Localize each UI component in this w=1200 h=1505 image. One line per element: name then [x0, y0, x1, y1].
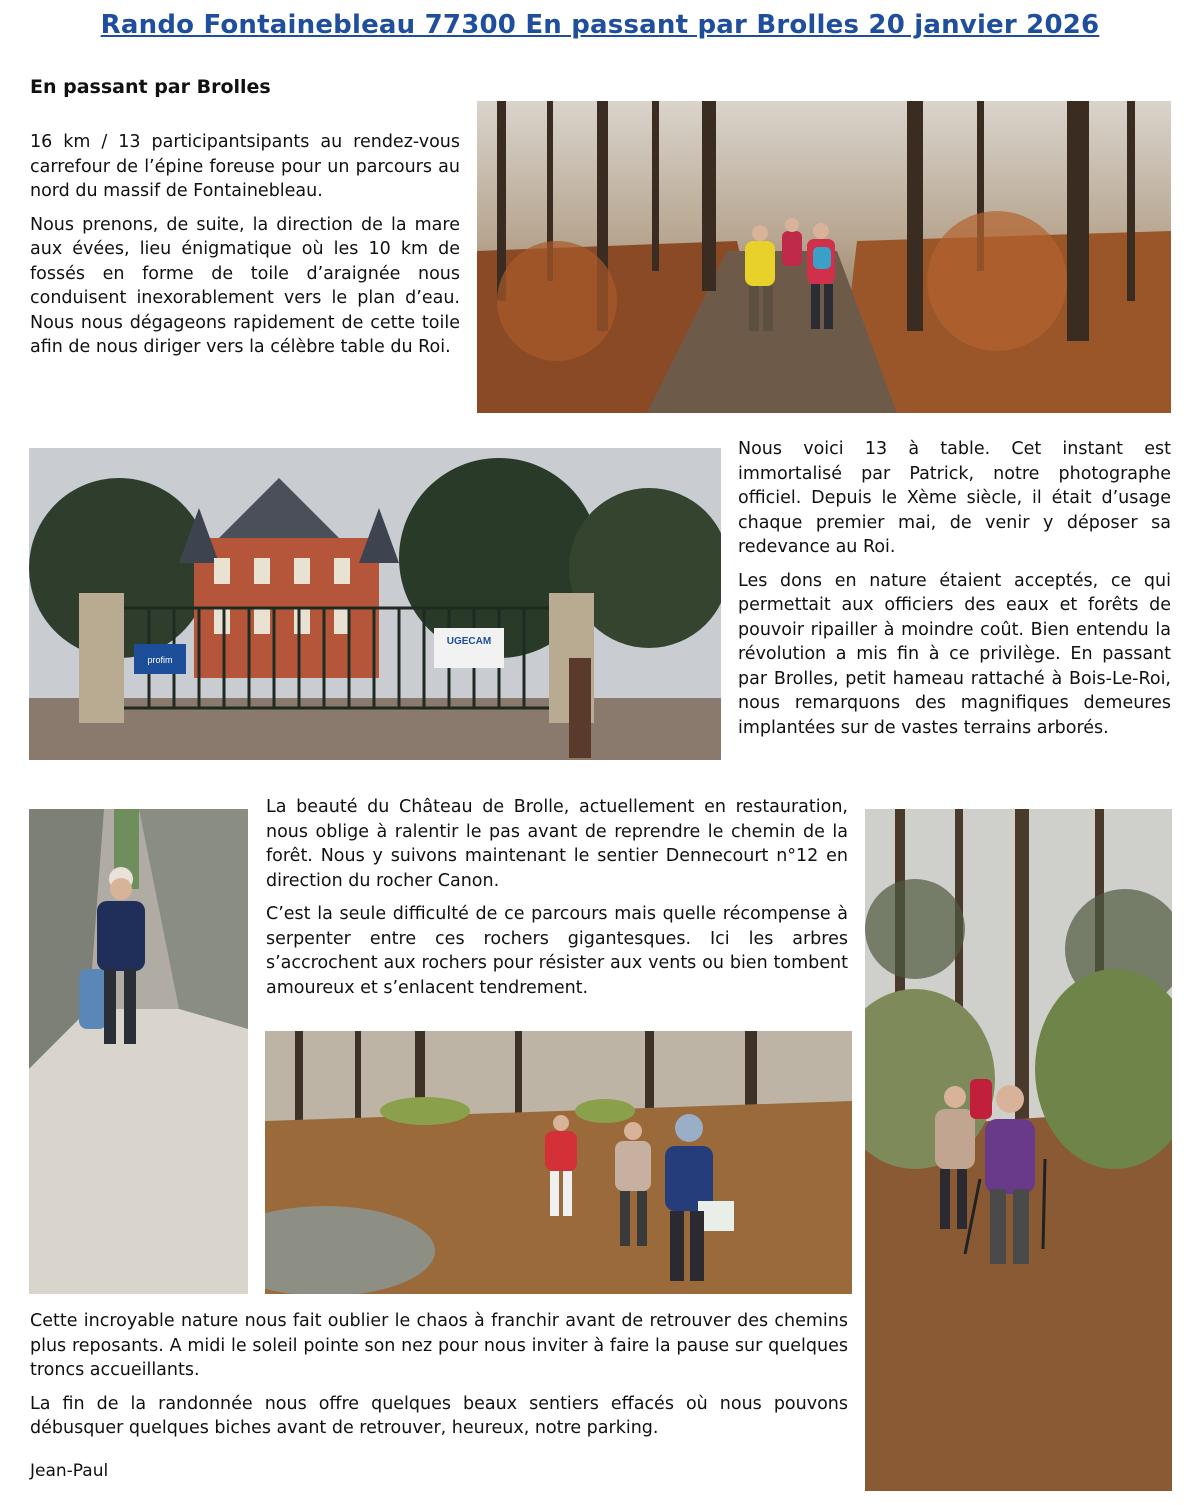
- paragraph: Nous voici 13 à table. Cet instant est immortalisé par Patrick, notre photographe officiel. Depuis le Xème siècle, il était d’usage chaque premier mai, de venir y déposer sa redevance au Roi.: [738, 439, 1171, 557]
- text-block-intro: [30, 130, 460, 369]
- text-block-chateau-brolle: [266, 795, 848, 1009]
- photo-chateau-gate: [29, 448, 721, 760]
- paragraph: 16 km / 13 participantsipants au rendez-vous carrefour de l’épine foreuse pour un parcours au nord du massif de Fontainebleau.: [30, 132, 460, 201]
- paragraph: La fin de la randonnée nous offre quelques beaux sentiers effacés où nous pouvons débusquer quelques biches avant de retrouver, heureux, notre parking.: [30, 1393, 848, 1438]
- paragraph: La beauté du Château de Brolle, actuellement en restauration, nous oblige à ralentir le pas avant de reprendre le chemin de la forêt. Nous y suivons maintenant le sentier Dennecourt n°12 en direction du rocher Canon.: [266, 797, 848, 891]
- paragraph: Nous prenons, de suite, la direction de la mare aux évées, lieu énigmatique où les 10 km de fossés en forme de toile d’araignée nous conduisent inexorablement vers le plan d’eau. Nous nous dégageons rapidement de cette toile afin de nous diriger vers la célèbre table du Roi.: [30, 214, 460, 357]
- signature: Jean-Paul: [30, 1461, 109, 1481]
- sign-text: UGECAM: [446, 636, 492, 647]
- text-block-conclusion: [30, 1309, 848, 1450]
- photo-forest-path-hikers: [477, 101, 1171, 413]
- paragraph: C’est la seule difficulté de ce parcours mais quelle récompense à serpenter entre ces rochers gigantesques. Ici les arbres s’accrochent aux rochers pour résister aux vents ou bien tombent amoureux et s’enlacent tendrement.: [266, 904, 848, 998]
- text-block-table-du-roi: [738, 437, 1171, 749]
- paragraph: Les dons en nature étaient acceptés, ce qui permettait aux officiers des eaux et forêts de pouvoir ripailler à moindre coût. Bien entendu la révolution a mis fin à ce privilège. En passant par Brolles, petit hameau rattaché à Bois-Le-Roi, nous remarquons des magnifiques demeures implantées sur de vastes terrains arborés.: [738, 570, 1171, 738]
- section-heading: En passant par Brolles: [30, 76, 271, 98]
- page-title: Rando Fontainebleau 77300 En passant par Brolles 20 janvier 2026: [100, 10, 1100, 40]
- photo-hikers-trail: [865, 809, 1172, 1491]
- photo-rock-passage: [29, 809, 248, 1294]
- photo-hikers-climbing: [265, 1031, 852, 1294]
- paragraph: Cette incroyable nature nous fait oublier le chaos à franchir avant de retrouver des chemins plus reposants. A midi le soleil pointe son nez pour nous inviter à faire la pause sur quelques troncs accueillants.: [30, 1311, 848, 1380]
- sign-text: profim: [147, 655, 173, 665]
